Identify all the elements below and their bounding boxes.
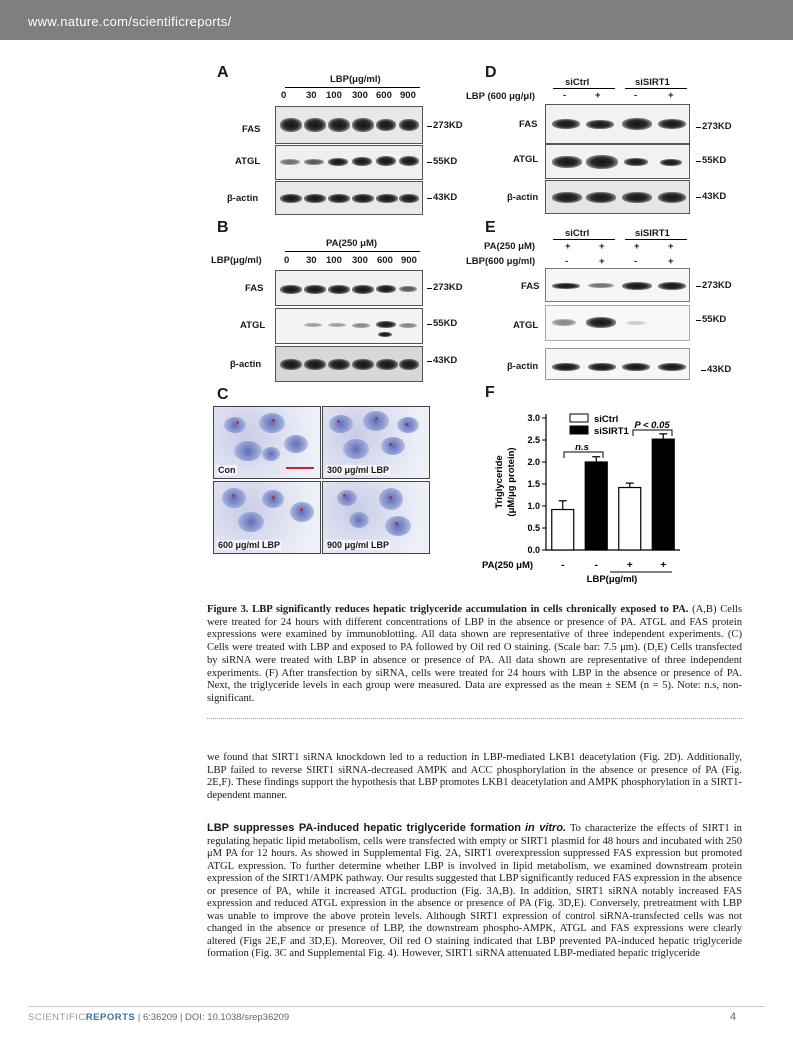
panel-d-atgl-kd: 55KD (702, 155, 727, 166)
panel-e-row1-label: PA(250 μM) (484, 241, 536, 252)
panel-c-image-900 (322, 481, 430, 554)
panel-e-atgl-kd: 55KD (702, 314, 727, 325)
panel-a-lane-2: 30 (306, 90, 317, 101)
panel-b-lane-6: 900 (401, 255, 417, 266)
panel-b-letter: B (217, 219, 229, 236)
panel-a-lane-6: 900 (400, 90, 416, 101)
panel-c-label-900: 900 μg/ml LBP (327, 540, 390, 550)
panel-e-letter: E (485, 219, 496, 236)
panel-d-sign-3: - (634, 90, 638, 101)
panel-d-group-2: siSIRT1 (635, 77, 670, 88)
panel-b-title: PA(250 μM) (326, 238, 378, 249)
panel-e-fas-label: FAS (521, 281, 540, 292)
y-tick-label: 2.0 (527, 457, 540, 467)
panel-e-fas-blot (545, 268, 690, 302)
panel-c-image-con (213, 406, 321, 479)
panel-e-group-2: siSIRT1 (635, 228, 670, 239)
panel-d-group-1: siCtrl (565, 77, 590, 88)
body-paragraph-2 (207, 822, 742, 961)
panel-e-actin-label: β-actin (507, 361, 539, 372)
panel-e-atgl-blot (545, 305, 690, 341)
panel-a-actin-label: β-actin (227, 193, 259, 204)
pa-sign-4: + (660, 560, 667, 571)
section-heading: LBP suppresses PA-induced hepatic triglyceride formation (207, 822, 521, 834)
panel-a-atgl-blot (275, 145, 423, 180)
pa-sign-2: - (594, 560, 598, 571)
caption-divider (207, 718, 742, 719)
panel-a-lane-4: 300 (352, 90, 368, 101)
panel-d-atgl-label: ATGL (513, 154, 539, 165)
panel-d-row-label: LBP (600 μg/μl) (466, 91, 535, 102)
panel-b-fas-blot (275, 270, 423, 306)
panel-b-actin-kd: 43KD (433, 355, 458, 366)
panel-b-lane-3: 100 (326, 255, 342, 266)
panel-d-sign-4: + (668, 90, 674, 101)
journal-name-suffix: REPORTS (85, 1012, 136, 1023)
caption-label: Figure 3. (207, 604, 249, 615)
panel-e-group-1: siCtrl (565, 228, 590, 239)
panel-b-fas-label: FAS (245, 283, 264, 294)
panel-e-atgl-label: ATGL (513, 320, 539, 331)
legend-label-sisirt1: siSIRT1 (594, 426, 629, 437)
panel-c-image-600 (213, 481, 321, 554)
panel-f-ylabel-line1: Triglyceride (494, 455, 505, 509)
panel-e-actin-blot (545, 348, 690, 380)
panel-b-fas-kd: 273KD (433, 282, 463, 293)
panel-b-row-label: LBP(μg/ml) (211, 255, 262, 266)
panel-b-lane-5: 600 (377, 255, 393, 266)
panel-e-row2-sign-2: + (599, 256, 605, 267)
panel-e-row2-sign-4: + (668, 256, 674, 267)
panel-c-label-con: Con (218, 465, 236, 475)
footer-divider (28, 1006, 765, 1007)
y-tick-label: 0.5 (527, 523, 540, 533)
panel-c-letter: C (217, 386, 229, 403)
body-paragraph-1: we found that SIRT1 siRNA knockdown led to a reduction in LBP-mediated LKB1 deacetylation (Fig. 2D). Additionally, LBP failed to reverse SIRT1 siRNA-decreased AMPK and ACC phosphorylation in the absence or presence of PA (Fig. 2E,F). These findings support the hypothesis that LBP promotes LKB1 deacetylation and AMPK phosphorylation in a SIRT1-dependent manner. (207, 752, 742, 801)
panel-a-actin-kd: 43KD (433, 192, 458, 203)
error-bar-1 (559, 501, 567, 510)
legend-label-sictrl: siCtrl (594, 414, 619, 425)
y-tick-label: 1.5 (527, 479, 540, 489)
section-text: To characterize the effects of SIRT1 in regulating hepatic lipid metabolism, cells were transfected with empty or SIRT1 plasmid for 48 hours and incubated with 250 μM PA for 12 hours. As showed in Supplemental Fig. 2A, SIRT1 overexpression suppressed FAS expression but promoted ATGL expression. To further determine whether LBP is involved in lipid metabolism, we examined downstream protein expression of the SIRT1/AMPK pathway. Our results suggested that LBP significantly reduced FAS expression in the absence or presence of PA, while it increased ATGL production (Fig. 3A,B). In addition, SIRT1 siRNA notably increased FAS expression and reduced ATGL expression in the absence or presence of PA (Fig. 3D,E). Conversely, pretreatment with LBP was unable to improve the above protein levels. Although SIRT1 expression of control siRNA-transfected cells was not changed in the absence or presence of LBP, the downstream phospho-AMPK, ATGL and FAS expressions were clearly altered (Figs 2E,F and 3D,E). Moreover, Oil red O staining indicated that LBP prevented PA-induced hepatic triglyceride formation (Fig. 3C and Supplemental Fig. 4). However, SIRT1 siRNA attenuated LBP-mediated hepatic triglyceride (207, 823, 742, 959)
panel-a-letter: A (217, 64, 229, 81)
bar-1 (552, 510, 574, 550)
panel-a-fas-blot (275, 106, 423, 144)
panel-b-lane-4: 300 (352, 255, 368, 266)
panel-d-actin-kd: 43KD (702, 191, 727, 202)
panel-a-fas-label: FAS (242, 124, 261, 135)
panel-f-letter: F (485, 384, 495, 401)
panel-c-label-600: 600 μg/ml LBP (218, 540, 281, 550)
panel-a-actin-blot (275, 181, 423, 215)
panel-a-title: LBP(μg/ml) (330, 74, 381, 85)
panel-d-sign-2: + (595, 90, 601, 101)
panel-f-pa-label: PA(250 μM) (482, 560, 534, 571)
panel-b-lane-2: 30 (306, 255, 317, 266)
panel-e-row1-sign-3: + (634, 241, 640, 252)
page-number: 4 (730, 1011, 737, 1023)
panel-a-atgl-kd: 55KD (433, 156, 458, 167)
bar-4 (652, 439, 674, 550)
legend-swatch-sisirt1 (570, 426, 588, 434)
panel-e-actin-kd: 43KD (707, 364, 732, 375)
footer-citation: | 6:36209 | DOI: 10.1038/srep36209 (135, 1012, 290, 1023)
triglyceride-bar-chart (470, 400, 720, 585)
footer-citation-block (28, 1012, 289, 1023)
panel-b-actin-label: β-actin (230, 359, 262, 370)
panel-b-atgl-blot (275, 308, 423, 344)
y-tick-label: 3.0 (527, 413, 540, 423)
panel-d-actin-label: β-actin (507, 192, 539, 203)
bar-3 (619, 488, 641, 550)
panel-d-fas-label: FAS (519, 119, 538, 130)
panel-e-row2-label: LBP(600 μg/ml) (466, 256, 536, 267)
caption-title: LBP significantly reduces hepatic triglyceride accumulation in cells chronically exposed to PA. (252, 604, 689, 615)
panel-f-xlabel: LBP(μg/ml) (586, 574, 638, 585)
error-bar-2 (592, 457, 600, 462)
panel-d-fas-blot (545, 104, 690, 144)
bar-2 (585, 462, 607, 550)
panel-a-atgl-label: ATGL (235, 156, 261, 167)
site-header (0, 0, 793, 40)
panel-a-fas-kd: 273KD (433, 120, 463, 131)
panel-e-row1-sign-1: + (565, 241, 571, 252)
panel-a-lane-5: 600 (376, 90, 392, 101)
panel-d-actin-blot (545, 180, 690, 214)
y-tick-label: 1.0 (527, 501, 540, 511)
panel-d-fas-kd: 273KD (702, 121, 732, 132)
ns-annotation: n.s (575, 442, 589, 453)
panel-c-label-300: 300 μg/ml LBP (327, 465, 390, 475)
p-annotation: P < 0.05 (634, 420, 670, 431)
panel-c-image-300 (322, 406, 430, 479)
panel-e-row1-sign-4: + (668, 241, 674, 252)
section-heading-italic: in vitro. (525, 822, 567, 834)
panel-d-sign-1: - (563, 90, 567, 101)
panel-e-fas-kd: 273KD (702, 280, 732, 291)
panel-b-actin-blot (275, 346, 423, 382)
error-bar-3 (626, 483, 634, 487)
panel-e-row1-sign-2: + (599, 241, 605, 252)
journal-name-prefix: SCIENTIFIC (28, 1012, 86, 1023)
pa-sign-3: + (626, 560, 633, 571)
panel-e-row2-sign-1: - (565, 256, 569, 267)
panel-a-lane-1: 0 (281, 90, 287, 101)
panel-b-lane-1: 0 (284, 255, 290, 266)
error-bar-4 (659, 434, 667, 439)
panel-f-ylabel-line2: (μM/μg protein) (506, 447, 517, 517)
figure-caption (207, 604, 742, 706)
y-tick-label: 0.0 (527, 545, 540, 555)
caption-text: (A,B) Cells were treated for 24 hours with different concentrations of LBP in the absence or presence of PA. ATGL and FAS protein expressions were examined by immunoblotting. All data shown are representative of three independent experiments. (C) Cells were treated with LBP and exposed to PA followed by Oil red O staining. (Scale bar: 7.5 μm). (D,E) Cells transfected by siRNA were treated with LBP in absence or presence of PA. All data shown are representative of three independent experiments. (F) After transfection by siRNA, cells were treated for 24 hours with LBP in the absence or presence of PA. Next, the triglyceride levels in each group were measured. Data are expressed as the mean ± SEM (n = 5). Note: n.s, non-significant. (207, 604, 742, 704)
site-url[interactable]: www.nature.com/scientificreports/ (28, 14, 232, 29)
pa-sign-1: - (561, 560, 565, 571)
legend-swatch-sictrl (570, 414, 588, 422)
panel-d-atgl-blot (545, 144, 690, 179)
panel-b-atgl-kd: 55KD (433, 318, 458, 329)
panel-e-row2-sign-3: - (634, 256, 638, 267)
panel-a-lane-3: 100 (326, 90, 342, 101)
panel-d-letter: D (485, 64, 497, 81)
y-tick-label: 2.5 (527, 435, 540, 445)
panel-b-atgl-label: ATGL (240, 320, 266, 331)
